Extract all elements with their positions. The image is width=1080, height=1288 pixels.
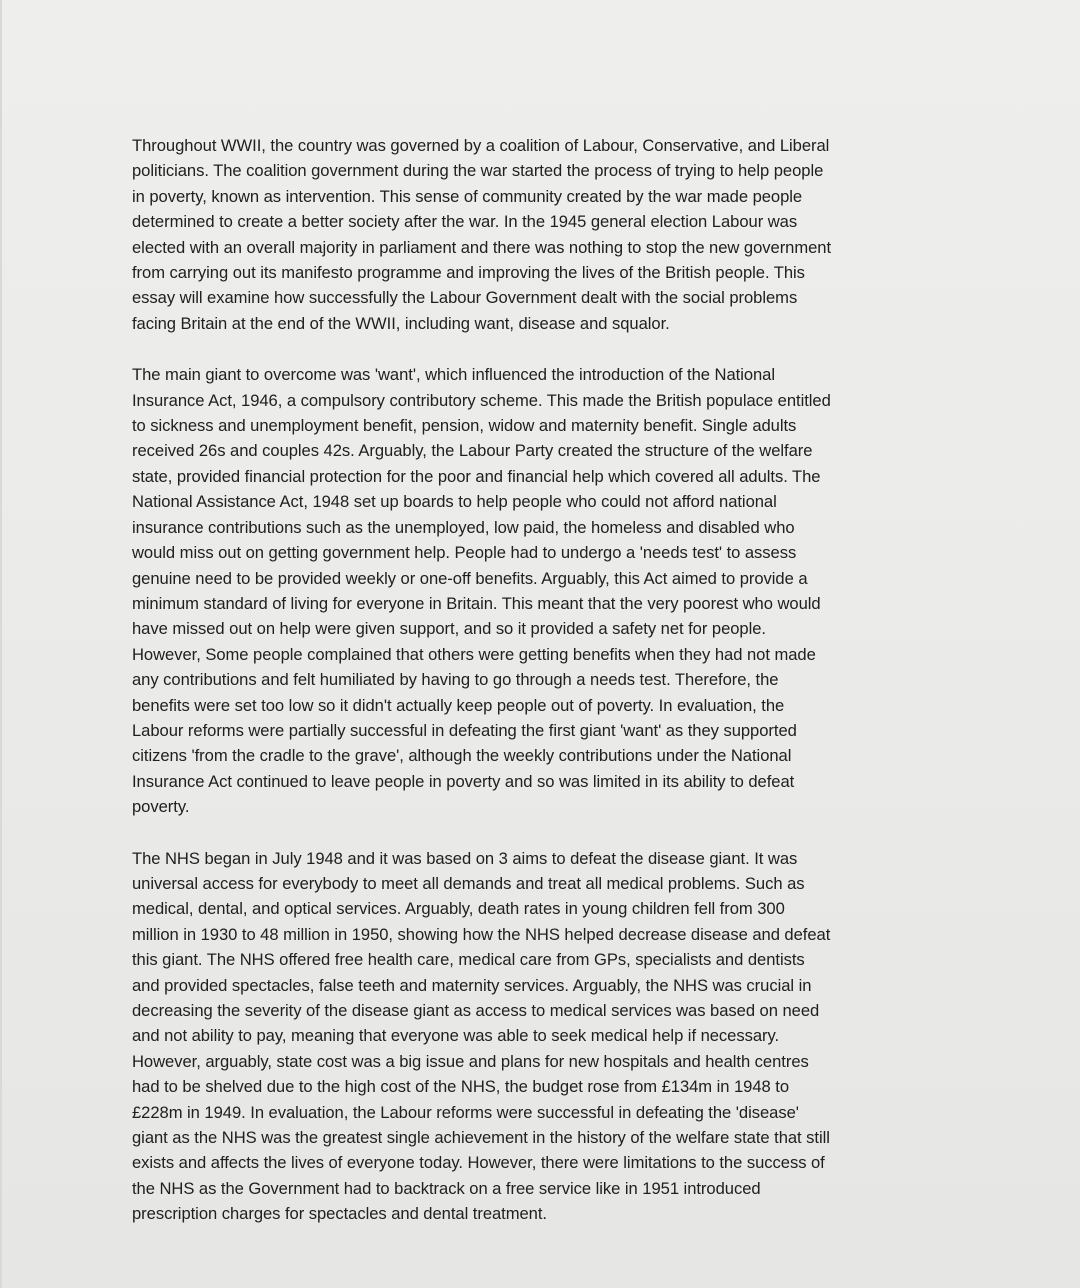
paragraph-want <box>132 362 972 819</box>
text-line: giant as the NHS was the greatest single achievement in the history of the welfare state that still <box>132 1128 830 1148</box>
text-line: The main giant to overcome was 'want', which influenced the introduction of the National <box>132 365 776 385</box>
text-line: Throughout WWII, the country was governed by a coalition of Labour, Conservative, and Liberal <box>132 136 830 155</box>
text-line: in poverty, known as intervention. This sense of community created by the war made people <box>132 186 803 206</box>
text-line: genuine need to be provided weekly or one-off benefits. Arguably, this Act aimed to provide a <box>132 568 808 588</box>
text-line: and not ability to pay, meaning that everyone was able to seek medical help if necessary. <box>132 1026 780 1046</box>
text-line: essay will examine how successfully the Labour Government dealt with the social problems <box>132 288 798 308</box>
text-line: politicians. The coalition government during the war started the process of trying to help people <box>132 161 824 181</box>
text-line: citizens 'from the cradle to the grave', although the weekly contributions under the National <box>132 746 792 766</box>
text-line: from carrying out its manifesto programme and improving the lives of the British people. This <box>132 263 805 283</box>
paragraph-spacer <box>132 820 972 846</box>
text-line: The NHS began in July 1948 and it was based on 3 aims to defeat the disease giant. It was <box>132 848 798 868</box>
text-line: had to be shelved due to the high cost of the NHS, the budget rose from £134m in 1948 to <box>132 1077 790 1097</box>
text-line: Labour reforms were partially successful in defeating the first giant 'want' as they supported <box>132 720 797 740</box>
text-line: Insurance Act continued to leave people in poverty and so was limited in its ability to defeat <box>132 771 795 791</box>
text-line: state, provided financial protection for the poor and financial help which covered all adults. The <box>132 466 821 486</box>
text-line: determined to create a better society after the war. In the 1945 general election Labour was <box>132 212 798 232</box>
text-line: However, arguably, state cost was a big issue and plans for new hospitals and health centres <box>132 1051 809 1071</box>
paragraph-disease <box>132 846 972 1227</box>
text-line: received 26s and couples 42s. Arguably, the Labour Party created the structure of the welfare <box>132 441 813 461</box>
text-line: would miss out on getting government help. People had to undergo a 'needs test' to assess <box>132 543 797 563</box>
text-line: million in 1930 to 48 million in 1950, showing how the NHS helped decrease disease and defeat <box>132 924 831 944</box>
text-line: minimum standard of living for everyone in Britain. This meant that the very poorest who would <box>132 593 821 613</box>
text-line: to sickness and unemployment benefit, pension, widow and maternity benefit. Single adults <box>132 416 797 436</box>
text-line: any contributions and felt humiliated by having to go through a needs test. Therefore, the <box>132 670 779 690</box>
text-line: and provided spectacles, false teeth and maternity services. Arguably, the NHS was crucial in <box>132 975 812 995</box>
text-line: exists and affects the lives of everyone today. However, there were limitations to the success of <box>132 1153 825 1173</box>
paragraph-intro <box>132 133 972 336</box>
essay-body <box>132 133 972 1227</box>
text-line: elected with an overall majority in parliament and there was nothing to stop the new government <box>132 237 832 257</box>
text-line: £228m in 1949. In evaluation, the Labour reforms were successful in defeating the 'disease' <box>132 1102 799 1122</box>
text-line: the NHS as the Government had to backtrack on a free service like in 1951 introduced <box>132 1178 761 1198</box>
text-line: prescription charges for spectacles and dental treatment. <box>132 1204 547 1224</box>
text-line: National Assistance Act, 1948 set up boards to help people who could not afford national <box>132 492 777 512</box>
text-line: have missed out on help were given support, and so it provided a safety net for people. <box>132 619 766 639</box>
text-line: insurance contributions such as the unemployed, low paid, the homeless and disabled who <box>132 517 795 537</box>
text-line: benefits were set too low so it didn't actually keep people out of poverty. In evaluation, the <box>132 695 785 715</box>
text-line: Insurance Act, 1946, a compulsory contributory scheme. This made the British populace entitled <box>132 390 831 410</box>
text-line: However, Some people complained that others were getting benefits when they had not made <box>132 644 816 664</box>
text-line: this giant. The NHS offered free health care, medical care from GPs, specialists and dentists <box>132 950 805 970</box>
text-line: poverty. <box>132 797 190 817</box>
text-line: universal access for everybody to meet all demands and treat all medical problems. Such as <box>132 873 805 893</box>
text-line: decreasing the severity of the disease giant as access to medical services was based on need <box>132 1001 820 1020</box>
paragraph-spacer <box>132 336 972 362</box>
text-line: medical, dental, and optical services. Arguably, death rates in young children fell from 300 <box>132 899 785 919</box>
text-line: facing Britain at the end of the WWII, including want, disease and squalor. <box>132 313 670 333</box>
